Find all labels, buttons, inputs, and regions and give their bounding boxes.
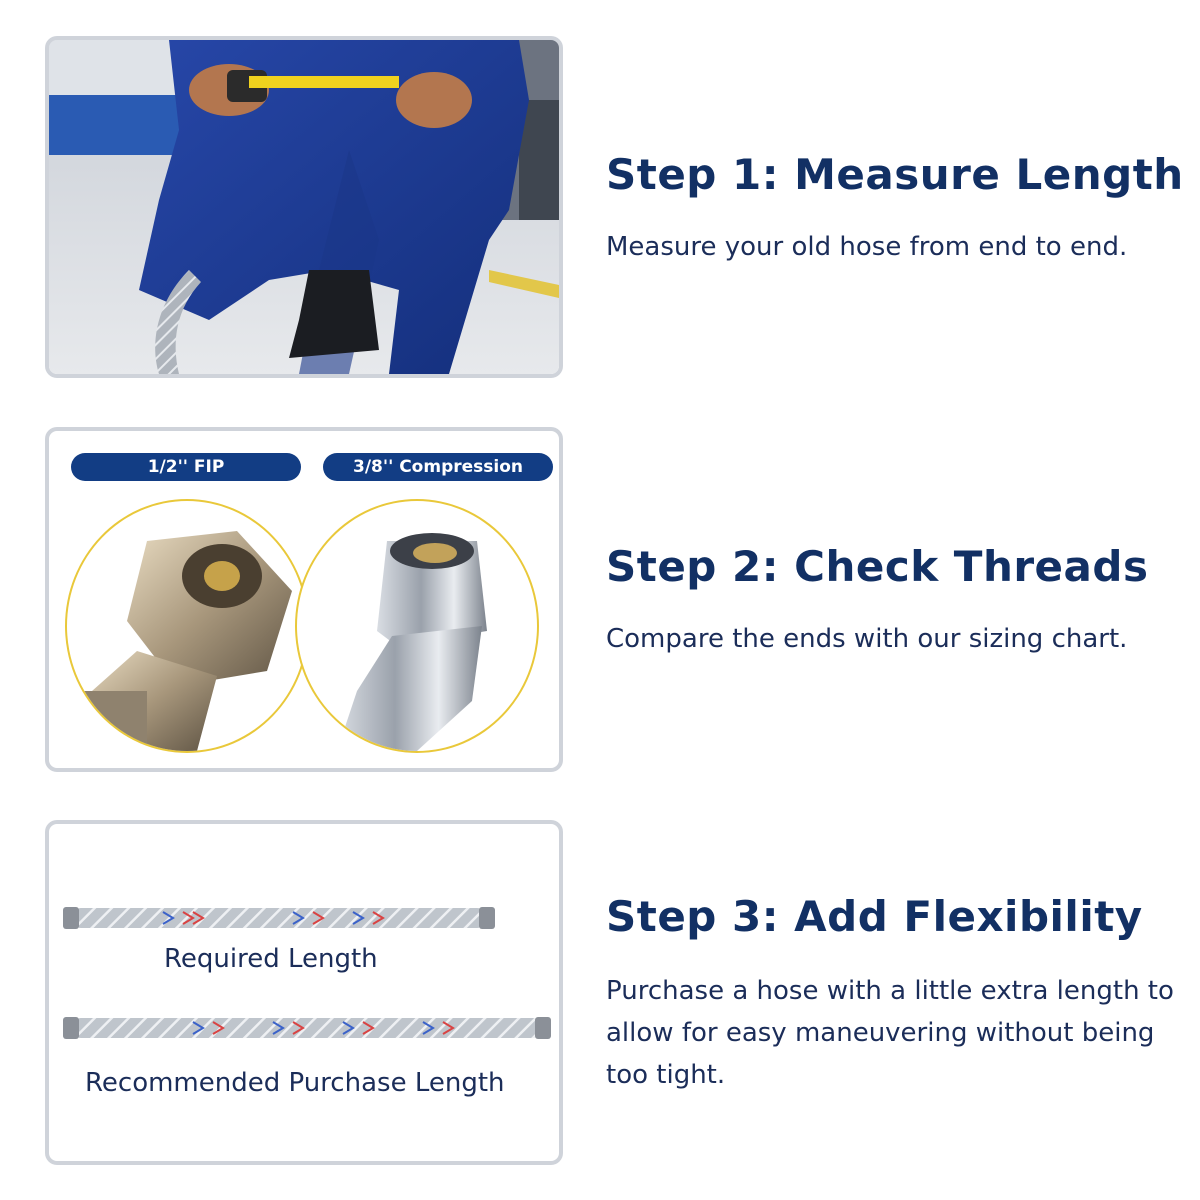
compression-fitting-circle	[295, 499, 539, 753]
brass-fip-fitting-image	[67, 501, 307, 751]
step-1-description: Measure your old hose from end to end.	[606, 232, 1128, 262]
step-2-description: Compare the ends with our sizing chart.	[606, 624, 1128, 654]
measure-photo-card	[45, 36, 563, 378]
compression-label-pill: 3/8'' Compression	[323, 453, 553, 481]
worker-measuring-photo	[49, 40, 559, 374]
recommended-length-label: Recommended Purchase Length	[85, 1068, 505, 1098]
threads-card	[45, 427, 563, 772]
step-3-description: Purchase a hose with a little extra length to allow for easy maneuvering without being too tight.	[606, 976, 1174, 1090]
step-2-title: Step 2: Check Threads	[606, 542, 1149, 591]
step-3-title: Step 3: Add Flexibility	[606, 892, 1143, 941]
required-length-hose-image	[63, 904, 495, 932]
fip-label-pill: 1/2'' FIP	[71, 453, 301, 481]
chrome-compression-fitting-image	[297, 501, 537, 751]
fip-fitting-circle	[65, 499, 309, 753]
hose-length-card	[45, 820, 563, 1165]
recommended-length-hose-image	[63, 1014, 551, 1042]
required-length-label: Required Length	[164, 944, 378, 974]
step-1-title: Step 1: Measure Length	[606, 150, 1184, 199]
